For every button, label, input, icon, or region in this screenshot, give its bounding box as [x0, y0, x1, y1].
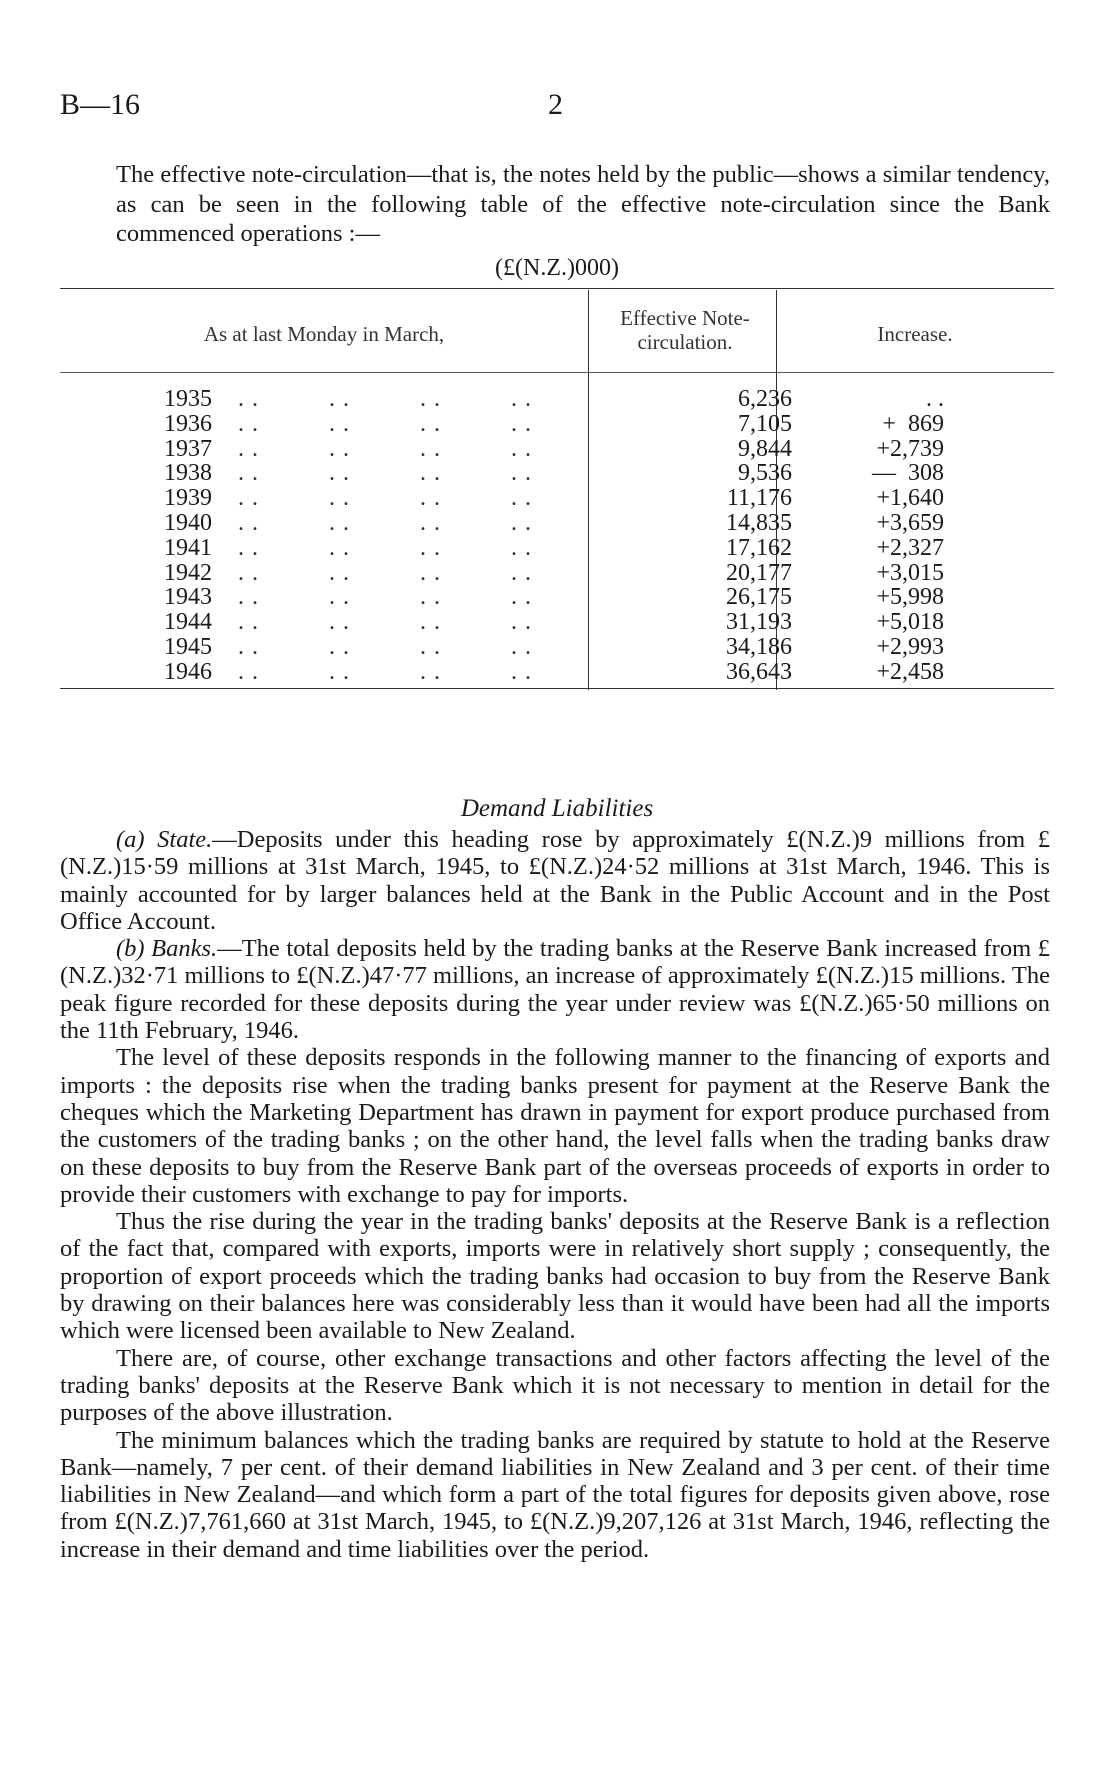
row-increase: +2,993 [876, 634, 944, 660]
row-leader-dots: . . . . . . . . [238, 435, 532, 462]
row-year: 1935 [164, 386, 212, 412]
row-year: 1942 [164, 559, 212, 586]
table-row [60, 510, 1054, 538]
row-year: 1944 [164, 609, 212, 636]
row-leader-dots: . . . . . . . . [238, 658, 532, 685]
intro-paragraph [60, 160, 1050, 249]
row-year: 1943 [164, 584, 212, 611]
row-year: 1937 [164, 435, 212, 462]
paragraph-rise-reflection: Thus the rise during the year in the trading banks' deposits at the Reserve Bank is a reflection of the fact that, compared with exports, imports were in relatively short supply ; consequently, the proportion of export proceeds which the trading banks had occasion to buy from the Reserve Bank by drawing on their balances here was considerably less than it would have been had all the imports which were licensed been available to New Zealand. [60, 1208, 1050, 1345]
row-effective-circulation: 14,835 [726, 510, 792, 536]
row-increase: +3,659 [876, 510, 944, 536]
row-year: 1945 [164, 634, 212, 660]
table-header-rule [60, 372, 1054, 373]
row-increase: +5,018 [876, 609, 944, 636]
section-body [60, 826, 1050, 1563]
row-effective-circulation: 7,105 [738, 410, 792, 437]
header-date: As at last Monday in March, [203, 322, 445, 346]
row-year: 1941 [164, 534, 212, 561]
paragraph-deposit-level: The level of these deposits responds in the following manner to the financing of exports and imports : the deposits rise when the trading banks present for payment at the Reserve Bank the cheques which the Marketing Department has drawn in payment for export produce purchased from the customers of the trading banks ; on the other hand, the level falls when the trading banks draw on these deposits to buy from the Reserve Bank part of the overseas proceeds of exports in order to provide their customers with exchange to pay for imports. [60, 1044, 1050, 1208]
row-year: 1940 [164, 510, 212, 536]
row-leader-dots: . . . . . . . . [238, 634, 532, 660]
table-row [60, 609, 1054, 637]
row-leader-dots: . . . . . . . . [238, 609, 532, 636]
table-row [60, 634, 1054, 662]
row-year: 1939 [164, 485, 212, 512]
row-leader-dots: . . . . . . . . [238, 534, 532, 561]
table-row [60, 460, 1054, 488]
note-circulation-table [60, 288, 1054, 778]
paragraph-other-factors: There are, of course, other exchange transactions and other factors affecting the level of the trading banks' deposits at the Reserve Bank which it is not necessary to mention in detail for the purposes of the above illustration. [60, 1344, 1050, 1427]
row-leader-dots: . . . . . . . . [238, 559, 532, 586]
paragraph-minimum-balances: The minimum balances which the trading banks are required by statute to hold at the Reserve Bank—namely, 7 per cent. of their demand liabilities in New Zealand and 3 per cent. of their time liabilities in New Zealand—and which form a part of the total figures for deposits given above, rose from £(N.Z.)7,761,660 at 31st March, 1945, to £(N.Z.)9,207,126 at 31st March, 1946, reflecting the increase in their demand and time liabilities over the period. [60, 1426, 1050, 1563]
row-increase: . . [926, 386, 944, 412]
banks-label: (b) Banks. [116, 935, 218, 963]
row-effective-circulation: 6,236 [738, 386, 792, 412]
table-top-rule [60, 288, 1054, 289]
row-leader-dots: . . . . . . . . [238, 584, 532, 611]
intro-text: The effective note-circulation—that is, the notes held by the public—shows a similar tendency, as can be seen in the following table of the effective note-circulation since the Bank commenced operations :— [116, 161, 1050, 247]
table-row [60, 386, 1054, 414]
row-increase: +2,327 [876, 534, 944, 561]
section-title: Demand Liabilities [460, 795, 654, 822]
table-row [60, 411, 1054, 439]
state-label: (a) State. [116, 826, 213, 853]
table-row [60, 535, 1054, 563]
row-increase: +2,739 [876, 435, 944, 462]
row-year: 1938 [164, 460, 212, 487]
header-effective-note-circulation: Effective Note-circulation. [620, 306, 750, 354]
table-row [60, 584, 1054, 612]
row-leader-dots: . . . . . . . . [238, 410, 532, 437]
row-increase: + 869 [882, 410, 944, 437]
row-increase: +5,998 [876, 584, 944, 611]
header-increase: Increase. [877, 322, 953, 346]
row-effective-circulation: 36,643 [726, 658, 792, 685]
table-row [60, 436, 1054, 464]
row-leader-dots: . . . . . . . . [238, 460, 532, 487]
row-effective-circulation: 31,193 [726, 609, 792, 636]
table-row [60, 659, 1054, 687]
row-year: 1936 [164, 410, 212, 437]
page-number: 2 [548, 88, 563, 121]
paragraph-state: (a) State.—Deposits under this heading rose by approximately £(N.Z.)9 millions from £(N.Z.)15·59 millions at 31st March, 1945, to £(N.Z.)24·52 millions at 31st March, 1946. This is mainly accounted for by larger balances held at the Bank in the Public Account and in the Post Office Account. [60, 826, 1050, 935]
row-leader-dots: . . . . . . . . [238, 510, 532, 536]
table-row [60, 485, 1054, 513]
row-leader-dots: . . . . . . . . [238, 386, 532, 412]
row-effective-circulation: 17,162 [726, 534, 792, 561]
row-effective-circulation: 26,175 [726, 584, 792, 611]
row-effective-circulation: 34,186 [726, 634, 792, 660]
row-leader-dots: . . . . . . . . [238, 485, 532, 512]
row-year: 1946 [164, 658, 212, 685]
row-increase: — 308 [872, 460, 944, 487]
row-effective-circulation: 11,176 [726, 485, 792, 512]
row-effective-circulation: 9,844 [738, 435, 792, 462]
row-effective-circulation: 20,177 [726, 559, 792, 586]
table-bottom-rule [60, 688, 1054, 689]
table-unit-label: (£(N.Z.)000) [495, 255, 619, 281]
row-increase: +2,458 [876, 658, 944, 685]
row-effective-circulation: 9,536 [738, 460, 792, 487]
row-increase: +1,640 [876, 485, 944, 512]
table-row [60, 560, 1054, 588]
parliamentary-paper-ref: B—16 [60, 88, 141, 121]
row-increase: +3,015 [876, 559, 944, 586]
paragraph-banks: (b) Banks.—The total deposits held by the trading banks at the Reserve Bank increased from £(N.Z.)32·71 millions to £(N.Z.)47·77 millions, an increase of approximately £(N.Z.)15 millions. The peak figure recorded for these deposits during the year under review was £(N.Z.)65·50 millions on the 11th February, 1946. [60, 935, 1050, 1045]
